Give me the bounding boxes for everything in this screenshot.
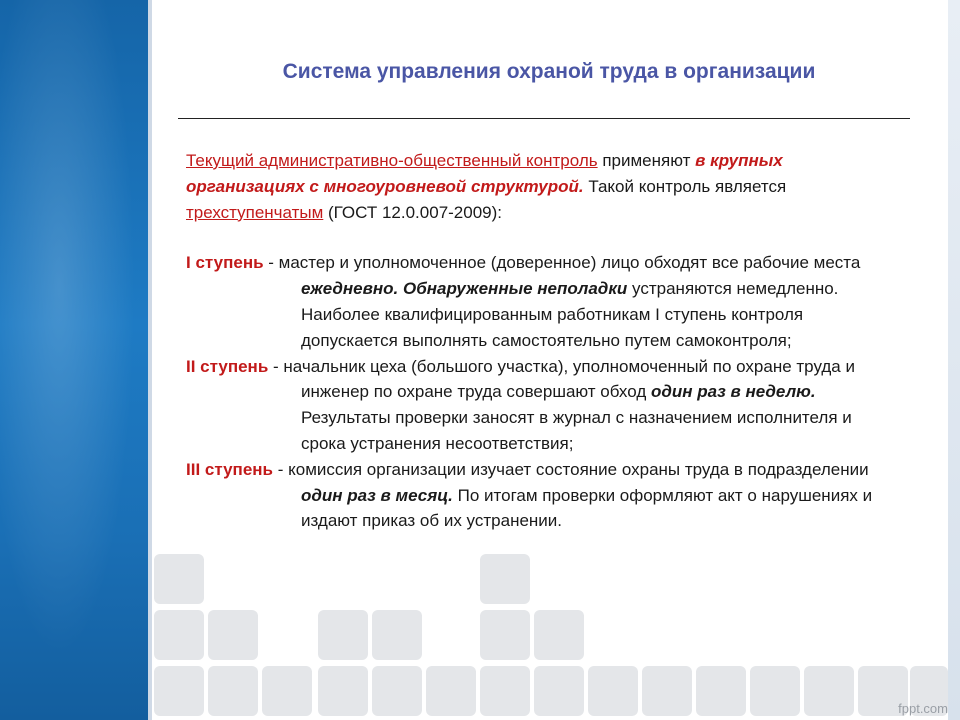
control-term: Текущий административно-общественный контроль <box>186 151 598 170</box>
intro-such: Такой контроль является <box>583 176 787 196</box>
step-2-text-end: Результаты проверки заносят в журнал с назначением исполнителя и срока устранения несоответствия; <box>301 408 852 453</box>
step-1-emphasis: ежедневно. Обнаруженные неполадки <box>301 279 628 299</box>
intro-gost: (ГОСТ 12.0.007-2009): <box>323 202 503 222</box>
step-2-label: II ступень <box>186 356 269 376</box>
slide-title: Система управления охраной труда в организации <box>282 60 816 83</box>
step-2 <box>186 354 886 457</box>
slide-content <box>150 0 948 720</box>
step-2-text: - начальник цеха (большого участка), уполномоченный по охране труда и инженер по охране труда совершают обход <box>268 356 855 402</box>
intro-applies: применяют <box>597 151 696 170</box>
control-type: трехступенчатым <box>186 202 324 222</box>
step-1 <box>186 250 886 353</box>
title-divider <box>178 118 910 119</box>
step-3-emphasis: один раз в месяц. <box>301 485 453 505</box>
slide-body <box>186 148 886 534</box>
step-2-emphasis: один раз в неделю. <box>650 382 816 402</box>
step-1-label: I ступень <box>186 253 264 273</box>
step-3-text: - комиссия организации изучает состояние охраны труда в подразделении <box>273 459 869 479</box>
watermark: fppt.com <box>898 701 948 716</box>
intro-where: в крупных организациях с многоуровневой структурой. <box>186 151 783 196</box>
step-3 <box>186 457 886 534</box>
intro-paragraph <box>186 148 886 225</box>
step-1-text: - мастер и уполномоченное (доверенное) лицо обходят все рабочие места <box>263 253 861 273</box>
step-1-text-end: устраняются немедленно. Наиболее квалифицированным работникам I ступень контроля допускается выполнять самостоятельно путем самоконтроля; <box>301 279 839 350</box>
step-3-label: III ступень <box>186 459 273 479</box>
step-3-text-end: По итогам проверки оформляют акт о нарушениях и издают приказ об их устранении. <box>301 485 873 531</box>
